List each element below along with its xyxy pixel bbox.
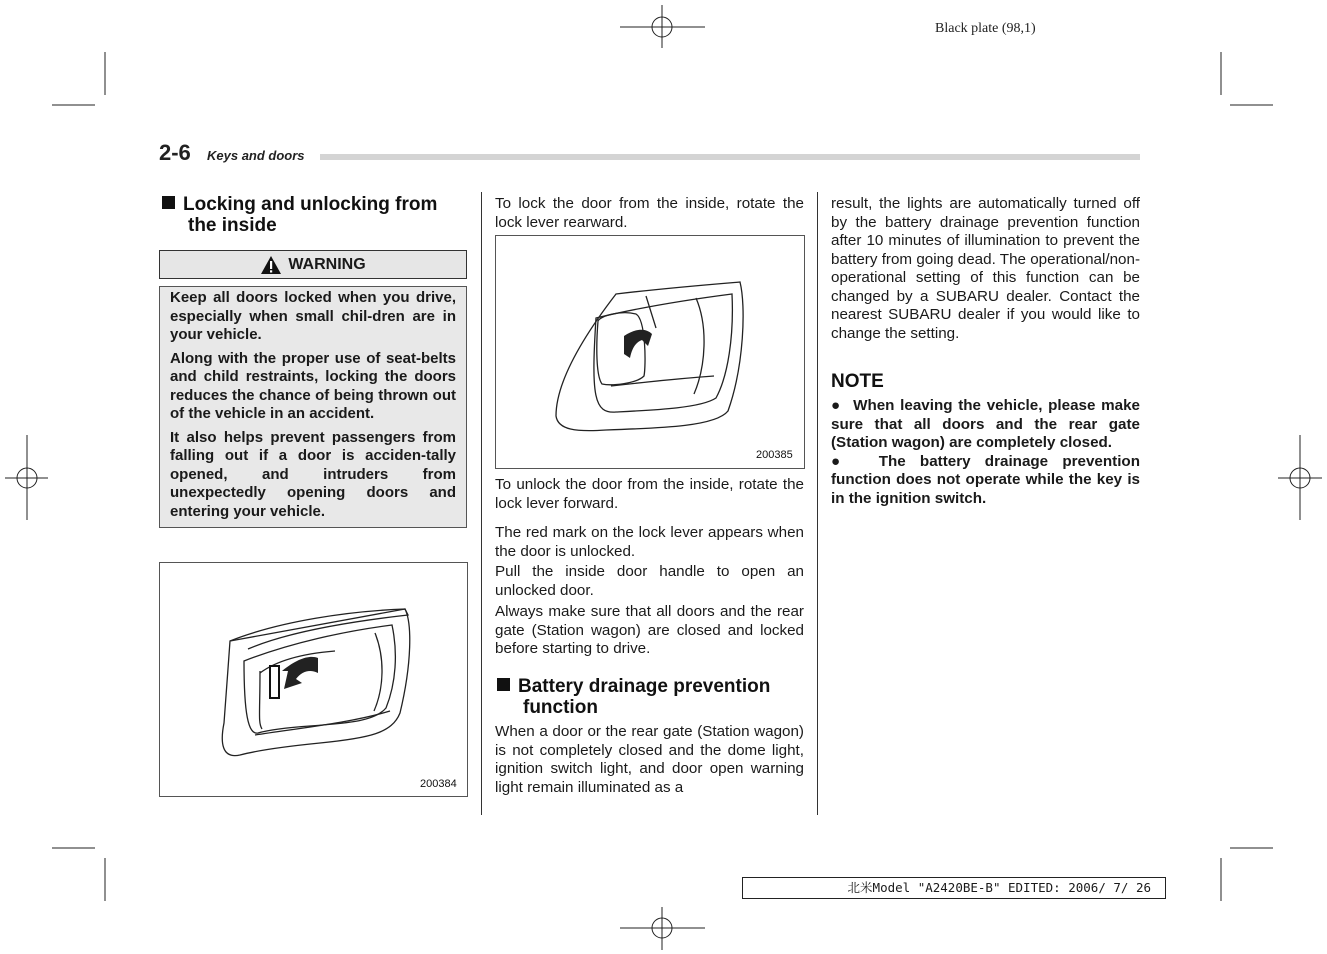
warning-triangle-icon (260, 255, 282, 275)
warning-label: WARNING (288, 255, 366, 273)
header-rule (320, 154, 1140, 160)
warning-body (159, 286, 467, 528)
column-divider-1 (481, 192, 482, 815)
warning-paragraph: It also helps prevent passengers from falling out if a door is acciden-tally opened, and intruders from unexpectedly opening doors and entering your vehicle. (170, 428, 456, 520)
page-number: 2-6 (159, 140, 191, 165)
always-lock-text: Always make sure that all doors and the rear gate (Station wagon) are closed and locked before starting to drive. (495, 603, 804, 657)
bullet-dot-icon: ● (831, 397, 854, 414)
plate-label: Black plate (98,1) (935, 21, 1036, 36)
note-title: NOTE (831, 371, 884, 392)
warning-paragraph: Along with the proper use of seat-belts and child restraints, locking the doors reduces the chance of being thrown out of the vehicle in an accident. (170, 349, 456, 422)
note-item: ● The battery drainage prevention function does not operate while the key is in the ignition switch. (831, 452, 1140, 507)
section-heading-battery: Battery drainage prevention function (497, 676, 817, 718)
pull-handle-text: Pull the inside door handle to open an unlocked door. (495, 563, 804, 599)
warning-header (159, 250, 467, 279)
red-mark-text: The red mark on the lock lever appears when the door is unlocked. (495, 524, 804, 560)
figure-lock-lever (495, 235, 805, 469)
column-divider-2 (817, 192, 818, 815)
battery-drainage-text: When a door or the rear gate (Station wagon) is not completely closed and the dome light, ignition switch light, and door open warning light remain illuminated as a (495, 723, 804, 796)
warning-paragraph: Keep all doors locked when you drive, especially when small chil-dren are in your vehicle. (170, 289, 456, 343)
bullet-dot-icon: ● (831, 452, 879, 470)
figure-number: 200385 (756, 449, 793, 461)
battery-drainage-continued: result, the lights are automatically turned off by the battery drainage prevention function after 10 minutes of illumination to prevent the battery from going dead. The operational/non-operational setting of this function can be changed by a SUBARU dealer. Contact the nearest SUBARU dealer if you would like to change the setting. (831, 195, 1140, 342)
square-bullet-icon (497, 678, 510, 691)
edition-footer: 北米Model "A2420BE-B" EDITED: 2006/ 7/ 26 (742, 877, 1166, 899)
figure-number: 200384 (420, 778, 457, 790)
note-item: ● When leaving the vehicle, please make sure that all doors and the rear gate (Station wagon) are completely closed. (831, 397, 1140, 451)
unlock-instruction: To unlock the door from the inside, rotate the lock lever forward. (495, 476, 804, 512)
note-list (831, 397, 1140, 508)
section-heading-locking: Locking and unlocking from the inside (162, 194, 472, 236)
section-title: Keys and doors (207, 148, 305, 163)
figure-door-handle-lock (159, 562, 468, 797)
lock-instruction: To lock the door from the inside, rotate the lock lever rearward. (495, 195, 804, 231)
lock-lever-illustration (496, 236, 804, 468)
square-bullet-icon (162, 196, 175, 209)
door-handle-lock-illustration (160, 563, 467, 796)
